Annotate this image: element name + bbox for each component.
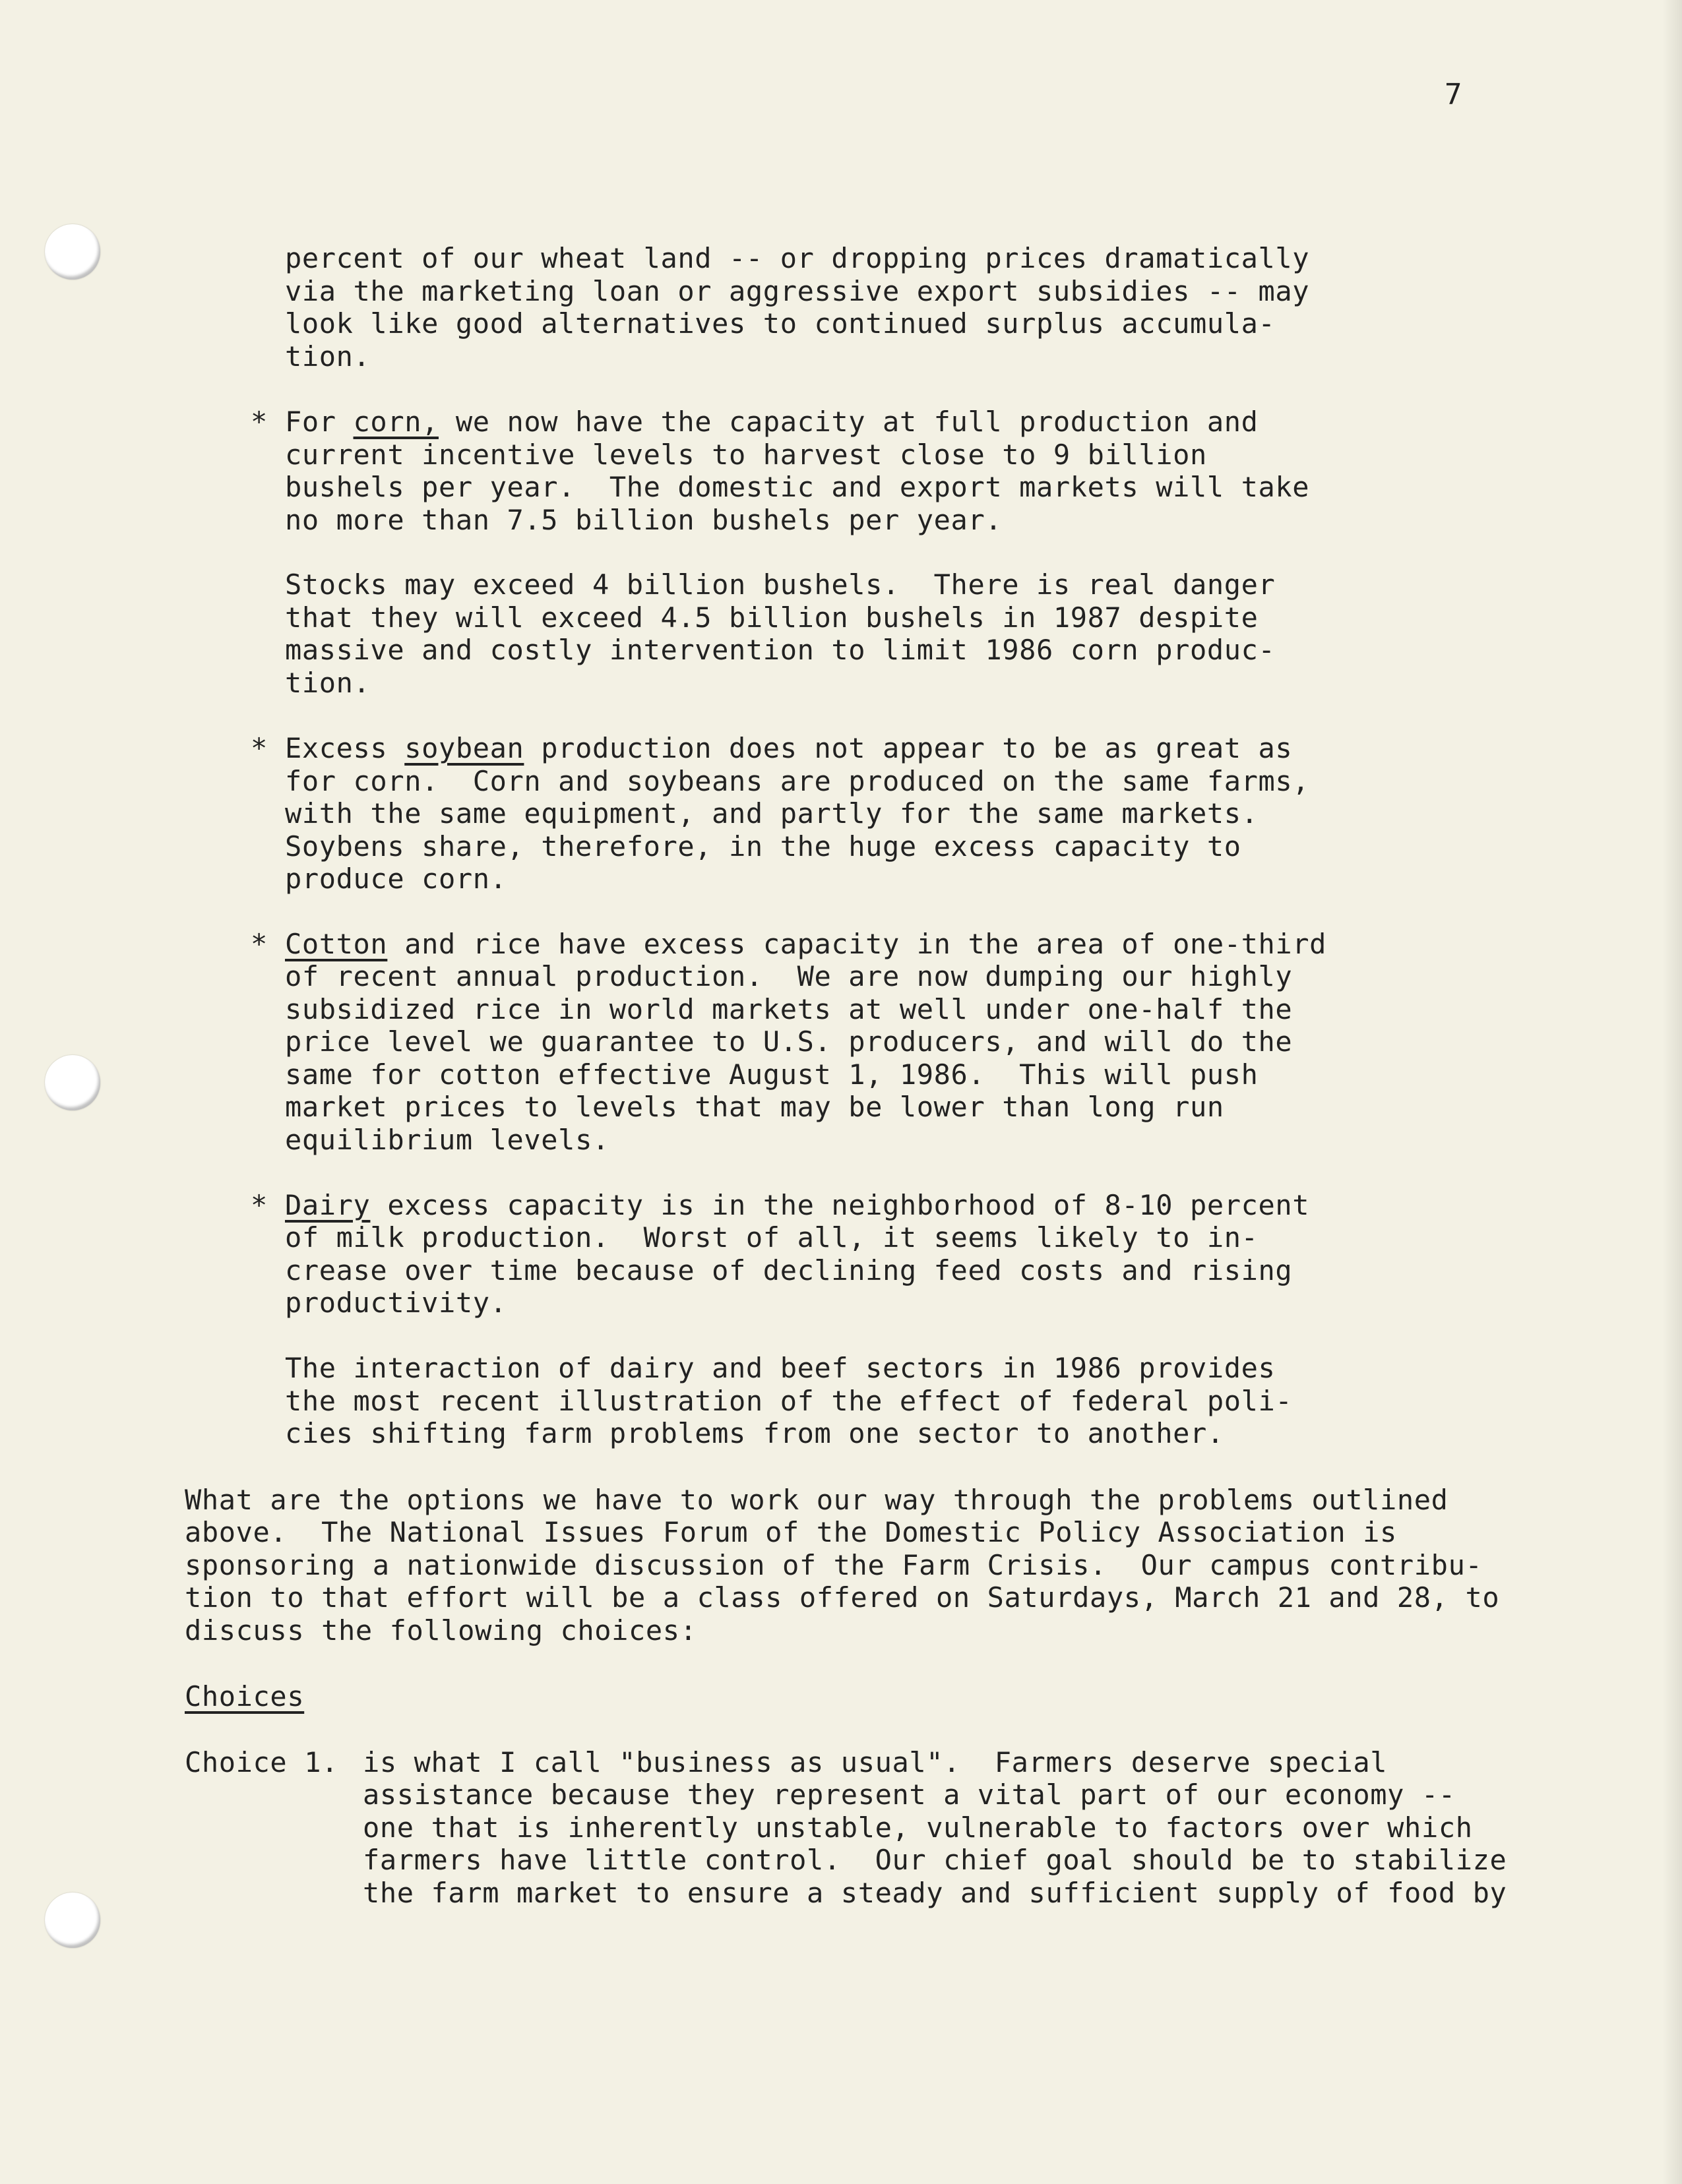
corn-para2-line: massive and costly intervention to limit 1986 corn produc- [285, 634, 1276, 666]
dairy-line: of milk production. Worst of all, it seems likely to in- [285, 1221, 1259, 1254]
options-line: discuss the following choices: [185, 1614, 697, 1647]
choice1-line: one that is inherently unstable, vulnerable to factors over which [363, 1811, 1473, 1844]
soybean-line: for corn. Corn and soybeans are produced on the same farms, [285, 765, 1310, 797]
cotton-post: and rice have excess capacity in the area of one-third [387, 928, 1327, 960]
soybean-first-line [285, 732, 1292, 765]
soybean-line: produce corn. [285, 863, 507, 895]
corn-pre: For [285, 406, 354, 438]
choices-heading: Choices [185, 1680, 305, 1713]
cotton-line: of recent annual production. We are now dumping our highly [285, 960, 1293, 992]
dairy-line: crease over time because of declining feed costs and rising [285, 1254, 1293, 1287]
bullet-marker: * [251, 406, 268, 438]
cotton-line: price level we guarantee to U.S. producers, and will do the [285, 1025, 1293, 1058]
choice1-line: assistance because they represent a vital part of our economy -- [363, 1778, 1456, 1811]
dairy-first-line [285, 1189, 1309, 1222]
options-line: above. The National Issues Forum of the Domestic Policy Association is [185, 1516, 1397, 1548]
page-number: 7 [1445, 78, 1462, 111]
choice1-line: farmers have little control. Our chief goal should be to stabilize [363, 1844, 1507, 1876]
bullet-marker: * [251, 732, 268, 764]
cotton-line: same for cotton effective August 1, 1986. This will push [285, 1058, 1259, 1091]
page-edge-shadow [1662, 0, 1682, 2184]
dairy-line: productivity. [285, 1287, 507, 1319]
dairy-para2-line: The interaction of dairy and beef sectors in 1986 provides [285, 1352, 1276, 1384]
dairy-para2-line: cies shifting farm problems from one sector to another. [285, 1417, 1224, 1449]
corn-para2-line: Stocks may exceed 4 billion bushels. There is real danger [285, 568, 1276, 601]
corn-first-line [285, 406, 1259, 439]
cotton-line: market prices to levels that may be lower than long run [285, 1091, 1224, 1123]
corn-para2-line: tion. [285, 667, 371, 699]
binder-hole-middle [45, 1055, 100, 1110]
bullet-marker: * [251, 928, 268, 960]
dairy-para2-line: the most recent illustration of the effect of federal poli- [285, 1385, 1293, 1417]
corn-post: we now have the capacity at full production and [438, 406, 1259, 438]
soybean-term: soybean [404, 732, 524, 764]
intro-line: tion. [285, 340, 371, 373]
corn-line: current incentive levels to harvest close to 9 billion [285, 439, 1207, 471]
intro-line: percent of our wheat land -- or dropping prices dramatically [285, 242, 1310, 274]
intro-line: via the marketing loan or aggressive export subsidies -- may [285, 275, 1310, 307]
corn-para2-line: that they will exceed 4.5 billion bushels in 1987 despite [285, 601, 1259, 634]
options-line: What are the options we have to work our way through the problems outlined [185, 1484, 1448, 1516]
cotton-term: Cotton [285, 928, 388, 960]
binder-hole-bottom [45, 1893, 100, 1948]
soybean-line: Soybens share, therefore, in the huge excess capacity to [285, 830, 1241, 863]
soybean-pre: Excess [285, 732, 405, 764]
dairy-post: excess capacity is in the neighborhood of 8-10 percent [370, 1189, 1310, 1221]
options-line: sponsoring a nationwide discussion of the Farm Crisis. Our campus contribu- [185, 1549, 1483, 1581]
choice1-label: Choice 1. [185, 1746, 338, 1778]
choice1-first-line: is what I call "business as usual". Farmers deserve special [363, 1746, 1388, 1778]
corn-line: no more than 7.5 billion bushels per year. [285, 504, 1003, 536]
cotton-first-line [285, 928, 1326, 961]
corn-line: bushels per year. The domestic and export markets will take [285, 471, 1310, 503]
choice1-line: the farm market to ensure a steady and sufficient supply of food by [363, 1877, 1507, 1909]
cotton-line: subsidized rice in world markets at well under one-half the [285, 993, 1293, 1025]
bullet-marker: * [251, 1189, 268, 1221]
options-line: tion to that effort will be a class offered on Saturdays, March 21 and 28, to [185, 1581, 1500, 1614]
intro-line: look like good alternatives to continued surplus accumula- [285, 307, 1276, 340]
soybean-post: production does not appear to be as great as [524, 732, 1293, 764]
soybean-line: with the same equipment, and partly for the same markets. [285, 797, 1259, 830]
cotton-line: equilibrium levels. [285, 1124, 609, 1156]
binder-hole-top [45, 224, 100, 280]
corn-term: corn, [353, 406, 439, 438]
dairy-term: Dairy [285, 1189, 371, 1221]
